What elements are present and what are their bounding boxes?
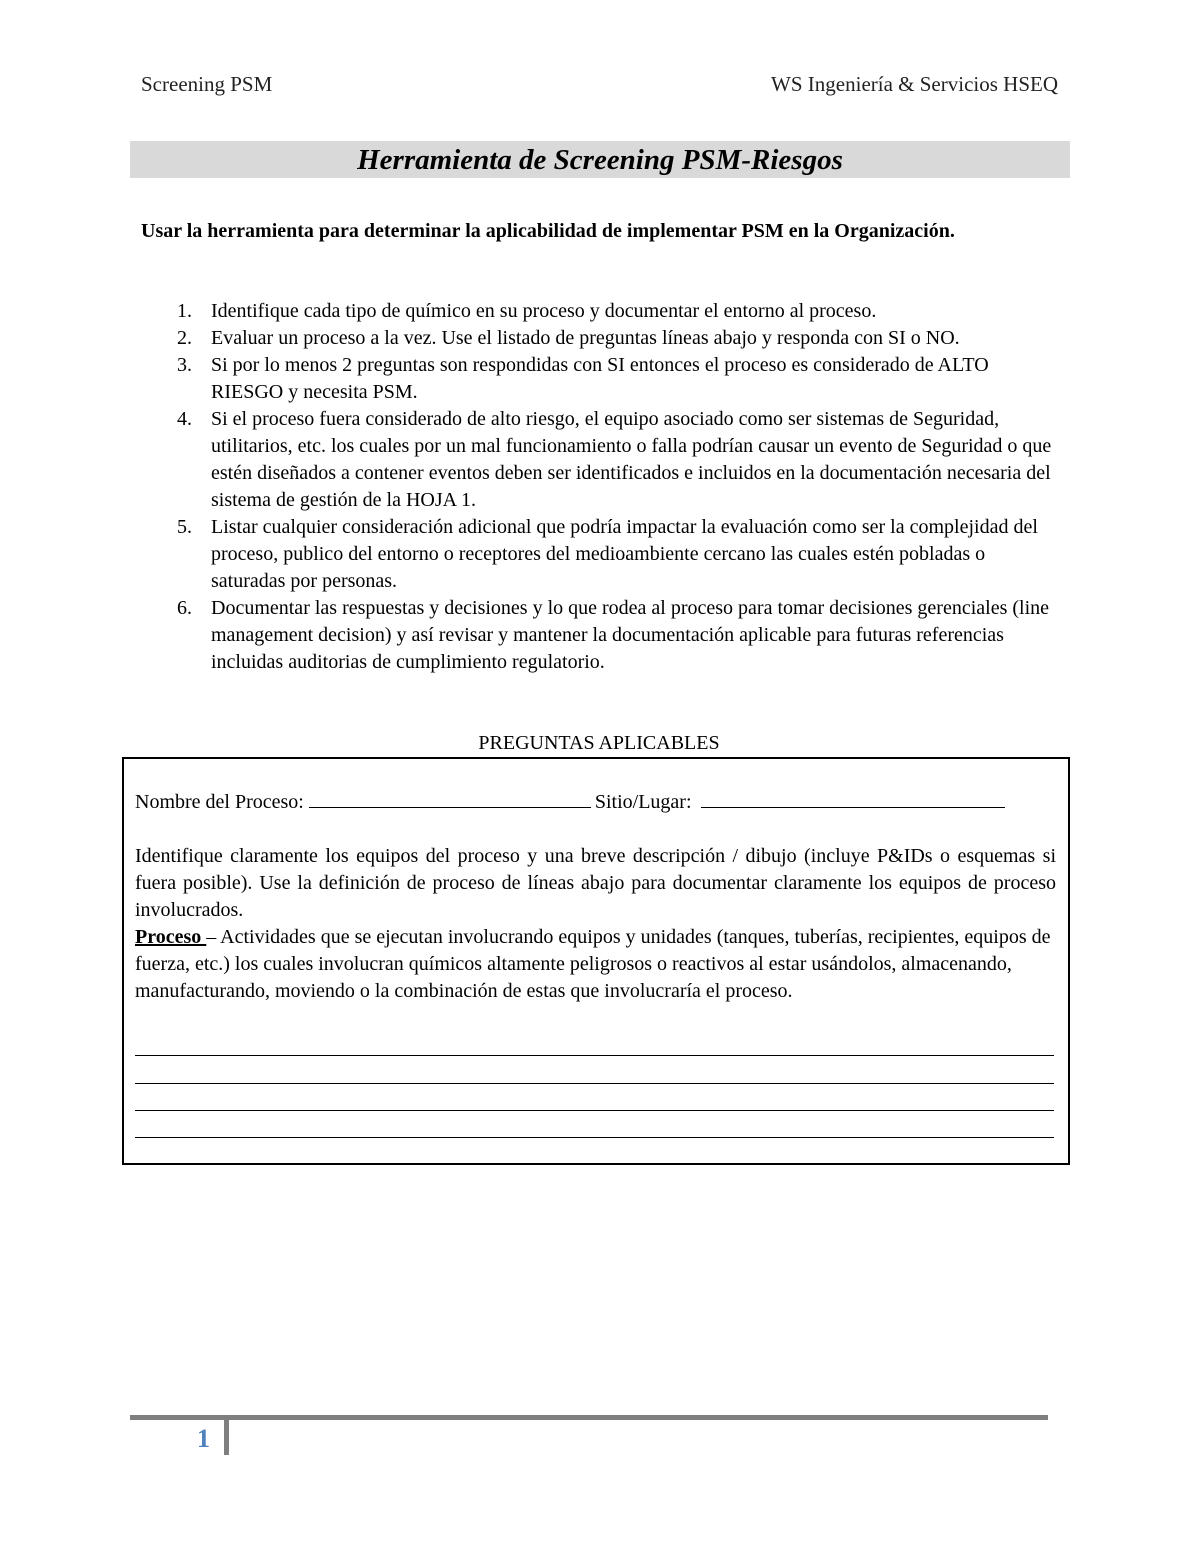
step-number: 4. xyxy=(177,408,192,430)
intro-text: Usar la herramienta para determinar la aplicabilidad de implementar PSM en la Organización. xyxy=(141,220,955,242)
answer-line[interactable] xyxy=(135,1137,1054,1138)
definition-text: – Actividades que se ejecutan involucrando equipos y unidades (tanques, tuberías, recipientes, equipos de fuerza, etc.) los cuales involucran químicos altamente peligrosos o reactivos al estar usándolos, almacenando, manufacturando, moviendo o la combinación de estas que involucraría el proceso. xyxy=(135,926,1051,1002)
process-name-label: Nombre del Proceso: xyxy=(135,791,304,813)
title-band xyxy=(130,141,1070,178)
list-item xyxy=(141,406,1061,514)
definition-paragraph xyxy=(135,924,1056,1005)
step-text: Si el proceso fuera considerado de alto riesgo, el equipo asociado como ser sistemas de Seguridad, utilitarios, etc. los cuales por un mal funcionamiento o falla podrían causar un evento de Seguridad o que estén diseñados a contener eventos deben ser identificados e incluidos en la documentación necesaria del sistema de gestión de la HOJA 1. xyxy=(211,408,1052,511)
list-item xyxy=(141,595,1061,676)
process-site-line xyxy=(135,787,1056,816)
step-text: Identifique cada tipo de químico en su proceso y documentar el entorno al proceso. xyxy=(211,300,877,322)
step-text: Listar cualquier consideración adicional que podría impactar la evaluación como ser la complejidad del proceso, publico del entorno o receptores del medioambiente cercano las cuales estén pobladas o saturadas por personas. xyxy=(211,516,1038,592)
page-title: Herramienta de Screening PSM-Riesgos xyxy=(357,144,843,176)
steps-list xyxy=(141,298,1061,676)
site-label: Sitio/Lugar: xyxy=(594,791,692,813)
header-left: Screening PSM xyxy=(141,72,273,96)
definition-term: Proceso xyxy=(135,926,207,948)
list-item xyxy=(141,298,1061,325)
list-item xyxy=(141,514,1061,595)
step-number: 3. xyxy=(177,354,192,376)
answer-line[interactable] xyxy=(135,1110,1054,1111)
step-text: Evaluar un proceso a la vez. Use el listado de preguntas líneas abajo y responda con SI o NO. xyxy=(211,327,960,349)
questions-content xyxy=(135,787,1056,1005)
header-right: WS Ingeniería & Servicios HSEQ xyxy=(771,72,1058,96)
list-item xyxy=(141,325,1061,352)
step-number: 2. xyxy=(177,327,192,349)
footer-divider xyxy=(224,1415,229,1455)
identify-paragraph: Identifique claramente los equipos del proceso y una breve descripción / dibujo (incluye P&IDs o esquemas si fuera posible). Use la definición de proceso de líneas abajo para documentar claramente los equipos de proceso involucrados. xyxy=(135,845,1056,921)
step-number: 5. xyxy=(177,516,192,538)
questions-box xyxy=(122,757,1070,1165)
process-name-field[interactable] xyxy=(309,787,591,808)
answer-line[interactable] xyxy=(135,1055,1054,1056)
footer-rule xyxy=(130,1415,1048,1420)
questions-heading: PREGUNTAS APLICABLES xyxy=(478,732,720,754)
step-number: 1. xyxy=(177,300,192,322)
step-number: 6. xyxy=(177,597,192,619)
page-number: 1 xyxy=(197,1424,210,1453)
step-text: Si por lo menos 2 preguntas son respondidas con SI entonces el proceso es considerado de ALTO RIESGO y necesita PSM. xyxy=(211,354,989,403)
answer-line[interactable] xyxy=(135,1083,1054,1084)
site-field[interactable] xyxy=(701,787,1005,808)
list-item xyxy=(141,352,1061,406)
step-text: Documentar las respuestas y decisiones y lo que rodea al proceso para tomar decisiones gerenciales (line management decision) y así revisar y mantener la documentación aplicable para futuras referencias incluidas auditorias de cumplimiento regulatorio. xyxy=(211,597,1050,673)
